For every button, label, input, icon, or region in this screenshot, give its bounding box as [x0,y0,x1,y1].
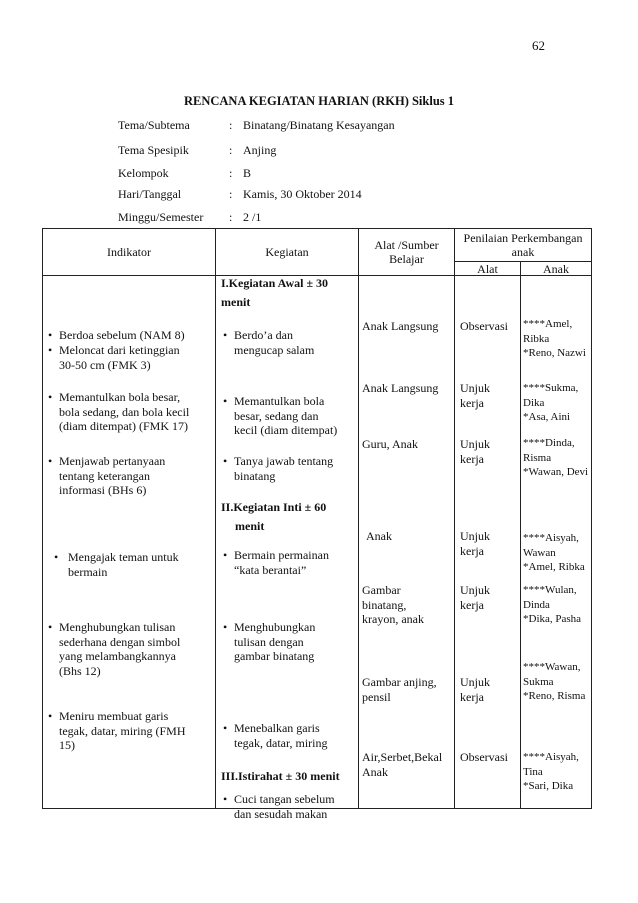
rkh-table [42,228,592,821]
alat-text: Unjuk [460,381,490,395]
indikator-text: sederhana dengan simbol [59,634,181,649]
indikator-text: • Menjawab pertanyaan [59,454,166,468]
list-item [47,328,215,343]
alat-text: kerja [460,689,484,704]
anak-text: Wawan [523,546,556,559]
indikator-text: • Mengajak teman untuk [68,550,179,564]
anak-cell [521,276,592,809]
indikator-text: Berdoa sebelum (NAM 8) [59,328,185,342]
kegiatan-text: • Tanya jawab tentang [234,454,334,468]
header-text: Penilaian Perkembangan [463,230,583,245]
header-text: anak [511,245,535,259]
kegiatan-text: “kata berantai” [234,562,307,577]
meta-value-kelompok: B [243,166,252,180]
alat-text: Observasi [460,319,508,333]
kegiatan-text: • Menghubungkan [234,620,316,634]
list-item [222,454,358,483]
anak-text: ****Dinda, [523,437,575,449]
indikator-text: tentang keterangan [59,468,150,483]
list-item [222,328,358,357]
kegiatan-inti-heading [221,500,358,533]
meta-colon: : [229,118,233,132]
alat-sumber-text: Air,Serbet,Bekal [362,750,443,764]
meta-colon: : [229,166,233,180]
kegiatan-text: • Berdo’a dan [234,328,293,342]
meta-label: Tema/Subtema [118,118,190,132]
meta-label: Tema Spesipik [118,143,189,157]
anak-text: *Reno, Nazwi [523,347,586,359]
list-item [222,548,358,577]
alat-sumber-entry [362,750,454,779]
list-item [53,550,215,579]
alat-sumber-text: Anak [362,764,388,779]
alat-sumber-text: Anak [366,529,392,543]
kegiatan-text: dan sesudah makan [234,806,328,821]
meta-value-semester: 2 /1 [243,210,262,224]
alat-text: Unjuk [460,583,490,597]
alat-text: Observasi [460,750,508,764]
list-item [47,454,215,498]
anak-text: ****Sukma, Dika [523,382,579,409]
alat-sumber-text: Anak Langsung [362,381,439,395]
meta-label: Minggu/Semester [118,210,204,224]
alat-sumber-entry [362,675,454,704]
heading-text: III.Istirahat ± 30 menit [221,769,340,783]
anak-text: ****Wulan, [523,584,577,596]
list-item [222,620,358,664]
meta-colon: : [229,143,233,157]
indikator-text: 30-50 cm (FMK 3) [59,357,151,372]
meta-label: Hari/Tanggal [118,187,182,201]
header-kegiatan: Kegiatan [216,229,359,276]
alat-text: Unjuk [460,437,490,451]
alat-entry [460,750,520,765]
kegiatan-text: gambar binatang [234,649,315,663]
indikator-text: • Menghubungkan tulisan [59,620,176,634]
header-indikator: Indikator [43,229,216,276]
alat-entry [460,381,520,410]
header-penilaian [455,229,592,262]
anak-entry [523,436,591,480]
alat-text: Unjuk [460,675,490,689]
anak-text: ****Amel, Ribka [523,318,573,345]
list-item [47,390,215,434]
anak-entry [523,531,591,575]
heading-text: I.Kegiatan Awal ± 30 [221,276,329,290]
list-item [47,620,215,678]
anak-entry [523,750,591,794]
alat-entry [460,319,520,334]
meta-value-spesipik: Anjing [243,143,277,157]
indikator-cell [43,276,216,809]
alat-entry [460,437,520,466]
indikator-text: • Meniru membuat garis [59,709,169,723]
heading-text: menit [235,518,265,533]
anak-text: *Dika, Pasha [523,613,582,625]
anak-entry [523,381,591,425]
alat-sumber-entry [362,583,454,627]
anak-entry [523,583,591,627]
alat-sumber-text: krayon, anak [362,612,424,626]
anak-entry [523,660,591,704]
header-text: Belajar [389,252,424,266]
header-text: Alat /Sumber [374,237,439,252]
list-item [47,343,215,372]
heading-text: II.Kegiatan Inti ± 60 [221,500,327,514]
list-item [222,394,358,438]
kegiatan-text: tegak, datar, miring [234,735,328,750]
indikator-text: yang melambangkannya [59,649,176,663]
alat-sumber-entry [362,381,454,396]
alat-sumber-text: Gambar anjing, [362,675,437,689]
alat-sumber-text: binatang, [362,597,407,612]
kegiatan-text: tulisan dengan [234,634,304,649]
alat-text: Unjuk [460,529,490,543]
header-alat: Alat [455,262,521,276]
kegiatan-text: mengucap salam [234,342,315,357]
indikator-text: • Meloncat dari ketinggian [59,343,180,357]
kegiatan-text: • Bermain permainan [234,548,329,562]
alat-sumber-text: Anak Langsung [362,319,439,333]
kegiatan-text: • Cuci tangan sebelum [234,792,335,806]
anak-text: *Amel, Ribka [523,561,585,573]
alat-sumber-entry [362,319,454,334]
meta-label: Kelompok [118,166,169,180]
document-title: RENCANA KEGIATAN HARIAN (RKH) Siklus 1 [183,94,455,108]
anak-text: Sukma [523,675,554,688]
anak-text: *Reno, Risma [523,690,586,702]
kegiatan-istirahat-heading [221,769,358,784]
indikator-text: (Bhs 12) [59,663,101,678]
meta-colon: : [229,187,233,201]
page-number: 62 [532,38,545,53]
list-item [222,792,358,821]
alat-text: kerja [460,543,484,558]
alat-sumber-entry [366,529,454,544]
meta-value-tanggal: Kamis, 30 Oktober 2014 [243,187,362,201]
anak-text: ****Wawan, [523,661,581,673]
alat-sumber-text: Gambar [362,583,401,597]
header-anak: Anak [521,262,592,276]
indikator-text: 15) [59,738,75,752]
alat-entry [460,583,520,612]
indikator-text: bermain [68,564,108,579]
meta-value-tema: Binatang/Binatang Kesayangan [243,118,395,132]
anak-text: *Sari, Dika [523,780,574,792]
alat-text: kerja [460,597,484,612]
kegiatan-text: binatang [234,468,276,483]
alat-cell [455,276,521,809]
alat-sumber-cell [359,276,455,809]
indikator-text: bola sedang, dan bola kecil [59,404,190,419]
anak-entry [523,317,591,361]
kegiatan-text: • Menebalkan garis [234,721,320,735]
alat-text: kerja [460,395,484,410]
anak-text: ****Aisyah, [523,532,579,544]
anak-text: Dinda [523,598,550,611]
alat-sumber-text: pensil [362,689,391,704]
indikator-text: (diam ditempat) (FMK 17) [59,419,188,433]
kegiatan-text: • Memantulkan bola [234,394,325,408]
meta-colon: : [229,210,233,224]
alat-entry [460,529,520,558]
header-alat-sumber [359,229,455,276]
alat-entry [460,675,520,704]
anak-text: *Wawan, Devi [523,466,589,478]
kegiatan-cell [216,276,359,821]
alat-sumber-text: Guru, Anak [362,437,418,451]
list-item [47,709,215,753]
anak-text: Risma [523,451,552,464]
alat-text: kerja [460,451,484,466]
kegiatan-text: kecil (diam ditempat) [234,423,338,437]
anak-text: ****Aisyah, Tina [523,751,579,778]
heading-text: menit [221,294,251,309]
anak-text: *Asa, Aini [523,411,571,423]
kegiatan-text: besar, sedang dan [234,408,319,423]
indikator-text: • Memantulkan bola besar, [59,390,181,404]
list-item [222,721,358,750]
indikator-text: informasi (BHs 6) [59,483,147,497]
alat-sumber-entry [362,437,454,452]
indikator-text: tegak, datar, miring (FMH [59,723,186,738]
kegiatan-awal-heading [221,276,358,309]
